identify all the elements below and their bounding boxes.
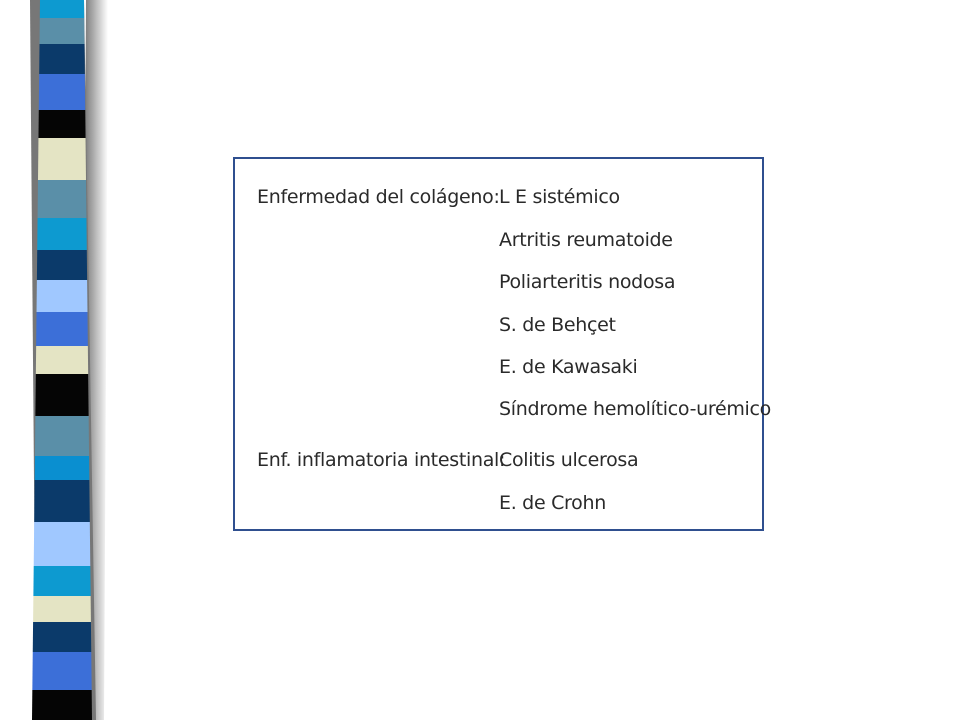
list-item: Síndrome hemolítico-urémico — [499, 398, 772, 420]
list-item: Artritis reumatoide — [499, 229, 673, 251]
stripe-block — [40, 18, 85, 44]
stripe-block — [35, 456, 90, 480]
stripe-block — [34, 522, 91, 566]
list-item: Colitis ulcerosa — [499, 449, 639, 471]
stripe-block — [33, 622, 91, 652]
stripe-block — [32, 652, 91, 690]
stripe-block — [36, 312, 88, 346]
stripe-block — [37, 280, 88, 312]
stripe-block — [33, 566, 90, 596]
stripe-block — [32, 690, 92, 720]
group-label-collagen: Enfermedad del colágeno: — [257, 186, 500, 208]
stripe-block — [39, 74, 85, 110]
list-item: E. de Crohn — [499, 492, 606, 514]
list-item: L E sistémico — [499, 186, 620, 208]
decorative-stripe-bar — [0, 0, 110, 720]
list-item: S. de Behçet — [499, 314, 616, 336]
stripe-block — [39, 44, 85, 74]
stripe-block — [40, 0, 84, 18]
stripe-block — [33, 596, 91, 622]
stripe-block — [37, 218, 87, 250]
stripe-block — [35, 374, 88, 416]
stripe-block — [38, 110, 85, 138]
list-item: E. de Kawasaki — [499, 356, 638, 378]
stripe-block — [34, 480, 90, 522]
stripe-block — [38, 138, 86, 180]
stripe-block — [38, 180, 87, 218]
stripe-block — [36, 346, 88, 374]
stripe-blocks — [32, 0, 92, 720]
group-label-ibd: Enf. inflamatoria intestinal: — [257, 449, 506, 471]
disease-table — [233, 157, 772, 531]
stripe-block — [37, 250, 87, 280]
list-item: Poliarteritis nodosa — [499, 271, 676, 293]
stripe-block — [35, 416, 89, 456]
